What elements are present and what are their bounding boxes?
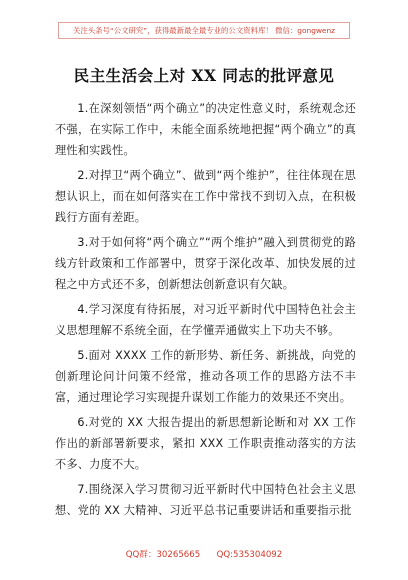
document-body [55, 98, 356, 525]
paragraph-1: 1.在深刻领悟“两个确立”的决定性意义时，系统观念还不强，在实际工作中，未能全面系统地把握“两个确立”的真理性和实践性。 [55, 102, 356, 157]
document-title: 民主生活会上对 XX 同志的批评意见 [73, 66, 335, 85]
paragraph-3: 3.对于如何将“两个确立”“两个维护”融入到贯彻党的路线方针政策和工作部署中，贯穿于深化改革、加快发展的过程之中方式还不多，创新想法创新意识有欠缺。 [55, 236, 356, 291]
paragraph-5: 5.面对 XXXX 工作的新形势、新任务、新挑战，向党的创新理论问计问策不经常，推动各项工作的思路方法不丰富，通过理论学习实现提升谋划工作能力的效果还不突出。 [55, 349, 356, 404]
paragraph-6: 6.对党的 XX 大报告提出的新思想新论断和对 XX 工作作出的新部署新要求，紧扣 XXX 工作职责推动落实的方法不多、力度不大。 [55, 416, 356, 471]
paragraph-2: 2.对捍卫“两个确立”、做到“两个维护”，往往体现在思想认识上，而在如何落实在工作中常找不到切入点，在积极践行方面有差距。 [55, 169, 356, 224]
paragraph-7: 7.围绕深入学习贯彻习近平新时代中国特色社会主义思想、党的 XX 大精神、习近平总书记重要讲话和重要指示批 [55, 483, 356, 517]
footer-contact: QQ群：30265665 QQ:535304092 [125, 550, 283, 560]
paragraph-4: 4.学习深度有待拓展，对习近平新时代中国特色社会主义思想理解不系统全面，在学懂弄通做实上下功夫不够。 [55, 303, 356, 337]
promo-banner: 关注头条号“公文研究”，获得最新最全最专业的公文资料库！ 微信：gongwenz [58, 22, 350, 39]
